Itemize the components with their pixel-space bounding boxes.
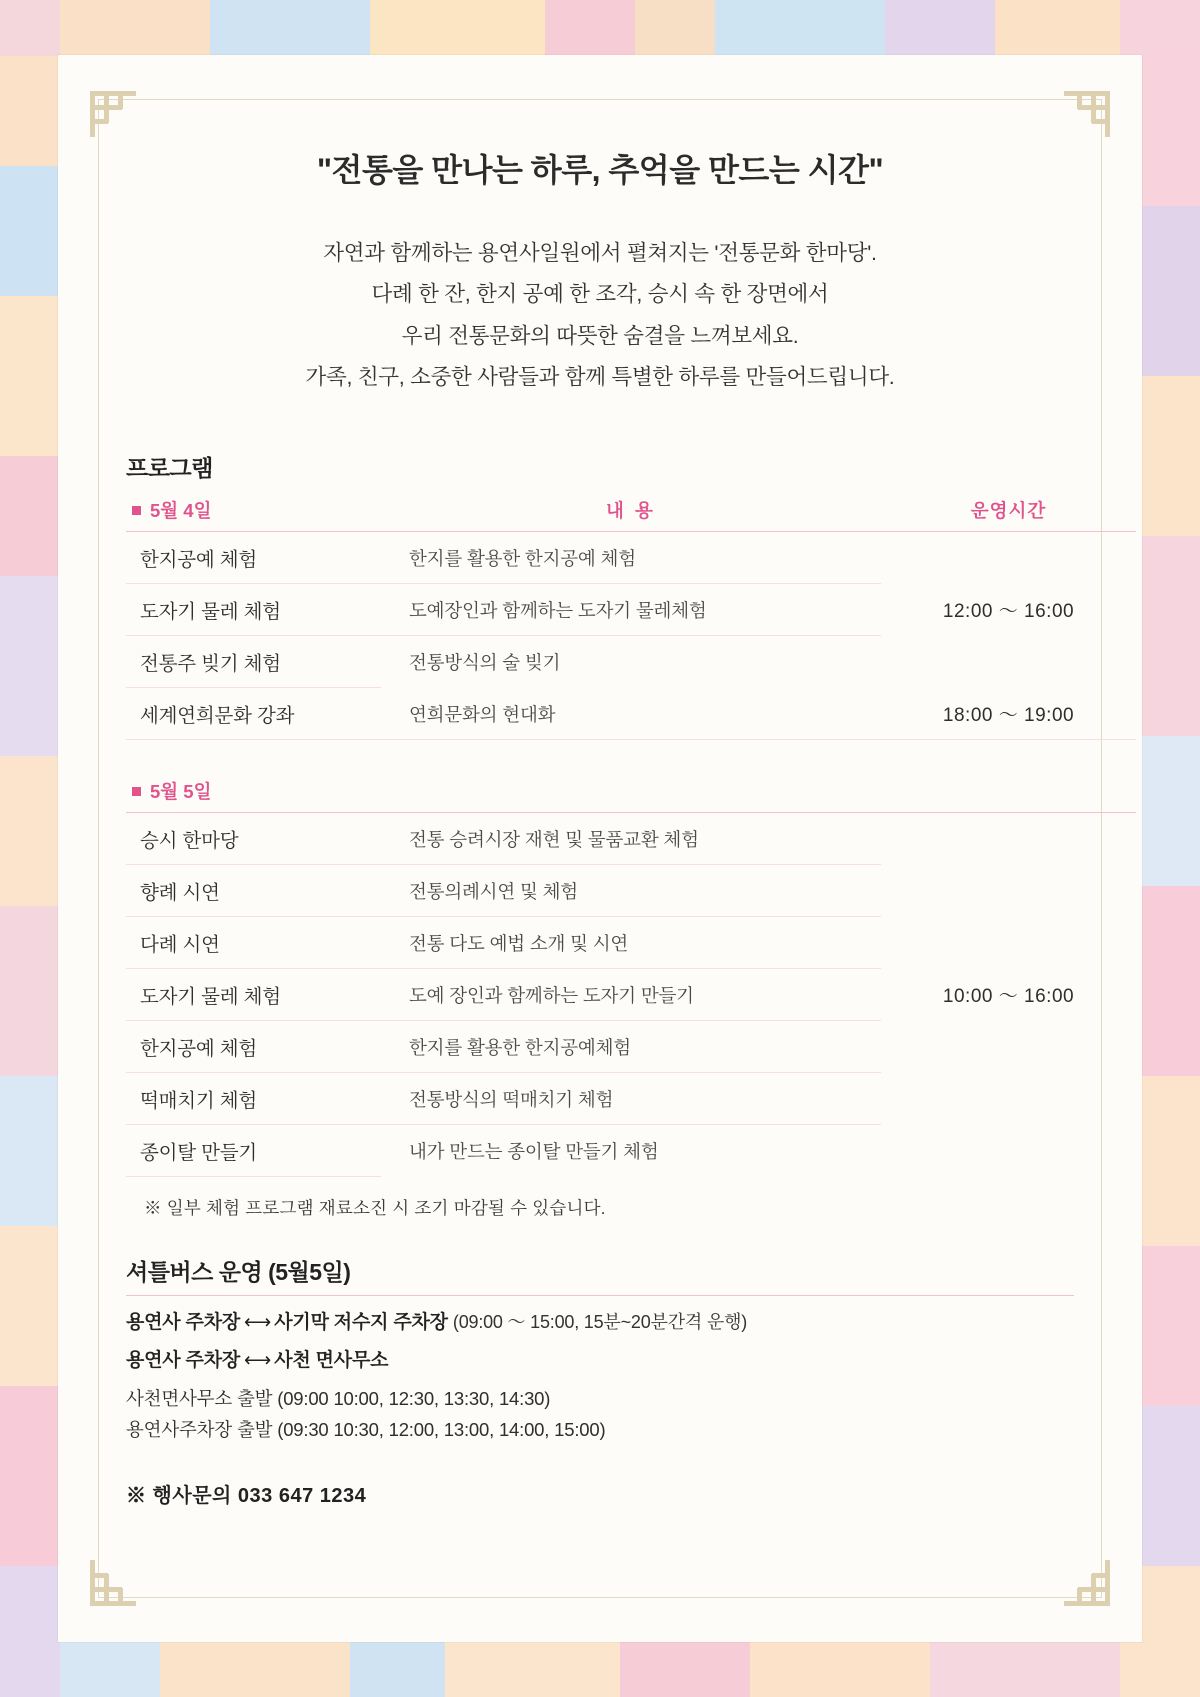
- column-header-content: 내 용: [381, 491, 881, 532]
- program-name: 향례 시연: [126, 865, 381, 917]
- day1-time-group-2: 18:00 ～ 19:00: [881, 688, 1136, 740]
- program-desc: 한지를 활용한 한지공예 체험: [381, 532, 881, 584]
- table-row: [126, 813, 1136, 865]
- shuttle-route-1-from: 용연사 주차장: [126, 1312, 241, 1334]
- poster-headline: "전통을 만나는 하루, 추억을 만드는 시간": [316, 152, 884, 188]
- corner-ornament-top-left: [90, 91, 136, 137]
- program-section-title: 프로그램: [126, 455, 213, 482]
- column-header-time-day2: [881, 772, 1136, 813]
- program-table: [126, 491, 1136, 1177]
- shuttle-route-1: [126, 1307, 1074, 1334]
- program-desc: 연희문화의 현대화: [381, 688, 881, 740]
- day2-label: 5월 5일: [150, 781, 212, 803]
- program-name: 떡매치기 체험: [126, 1073, 381, 1125]
- shuttle-route-1-to: 사기막 저수지 주차장: [274, 1312, 448, 1334]
- program-desc: 전통방식의 떡매치기 체험: [381, 1073, 881, 1125]
- lead-line-4: 가족, 친구, 소중한 사람들과 함께 특별한 하루를 만들어드립니다.: [305, 364, 895, 389]
- program-desc: 전통 다도 예법 소개 및 시연: [381, 917, 881, 969]
- program-name: 종이탈 만들기: [126, 1125, 381, 1177]
- poster-paper: [58, 55, 1142, 1642]
- corner-ornament-top-right: [1064, 91, 1110, 137]
- shuttle-route-2-to: 사천 면사무소: [274, 1350, 389, 1372]
- lead-line-1: 자연과 함께하는 용연사일원에서 펼쳐지는 '전통문화 한마당'.: [323, 241, 877, 265]
- program-name: 한지공예 체험: [126, 1021, 381, 1073]
- day1-time-group-1: 12:00 ～ 16:00: [942, 601, 1075, 623]
- day1-label: 5월 4일: [150, 500, 212, 522]
- day2-label-cell: [126, 772, 381, 813]
- program-desc: 전통의례시연 및 체험: [381, 865, 881, 917]
- program-name: 승시 한마당: [126, 813, 381, 865]
- square-bullet-icon: [132, 787, 141, 796]
- program-name: 도자기 물레 체험: [126, 969, 381, 1021]
- square-bullet-icon: [132, 506, 141, 515]
- program-desc: 한지를 활용한 한지공예체험: [381, 1021, 881, 1073]
- program-desc: 내가 만드는 종이탈 만들기 체험: [409, 1141, 659, 1163]
- lead-line-3: 우리 전통문화의 따뜻한 숨결을 느껴보세요.: [401, 323, 799, 348]
- double-arrow-icon: ⟷: [244, 1312, 271, 1334]
- day1-label-cell: [126, 491, 381, 532]
- program-table-header-day1: [126, 491, 1136, 532]
- poster-content: [126, 133, 1074, 1572]
- program-desc: 전통 승려시장 재현 및 물품교환 체험: [381, 813, 881, 865]
- program-name: 전통주 빚기 체험: [126, 636, 381, 688]
- program-name: 한지공예 체험: [126, 532, 381, 584]
- column-header-content-day2: [381, 772, 881, 813]
- day2-time-group-1: 10:00 ～ 16:00: [942, 986, 1075, 1008]
- shuttle-schedule: [126, 1384, 1074, 1445]
- poster-lead: [126, 233, 1074, 398]
- contact-info: ※ 행사문의 033 647 1234: [126, 1485, 367, 1508]
- program-desc: 전통방식의 술 빚기: [409, 652, 561, 674]
- table-spacer: [126, 740, 1136, 773]
- column-header-time: 운영시간: [881, 491, 1136, 532]
- lead-line-2: 다례 한 잔, 한지 공예 한 조각, 승시 속 한 장면에서: [371, 282, 829, 307]
- table-row: [126, 532, 1136, 584]
- shuttle-schedule-line-1: 사천면사무소 출발 (09:00 10:00, 12:30, 13:30, 14:30): [126, 1388, 551, 1410]
- shuttle-section-title: 셔틀버스 운영 (5월5일): [126, 1254, 1074, 1296]
- program-desc: 도예장인과 함께하는 도자기 물레체험: [381, 584, 881, 636]
- shuttle-route-2: [126, 1345, 1074, 1372]
- shuttle-route-2-from: 용연사 주차장: [126, 1350, 241, 1372]
- shuttle-schedule-line-2: 용연사주차장 출발 (09:30 10:30, 12:00, 13:00, 14:00, 15:00): [126, 1418, 606, 1440]
- program-name: 다례 시연: [126, 917, 381, 969]
- program-name: 세계연희문화 강좌: [126, 688, 381, 740]
- program-name: 도자기 물레 체험: [126, 584, 381, 636]
- table-row: [126, 688, 1136, 740]
- shuttle-route-1-detail: (09:00 ～ 15:00, 15분~20분간격 운행): [452, 1312, 748, 1333]
- program-note: ※ 일부 체험 프로그램 재료소진 시 조기 마감될 수 있습니다.: [144, 1198, 606, 1219]
- program-table-header-day2: [126, 772, 1136, 813]
- program-desc: 도예 장인과 함께하는 도자기 만들기: [381, 969, 881, 1021]
- double-arrow-icon: ⟷: [244, 1350, 271, 1372]
